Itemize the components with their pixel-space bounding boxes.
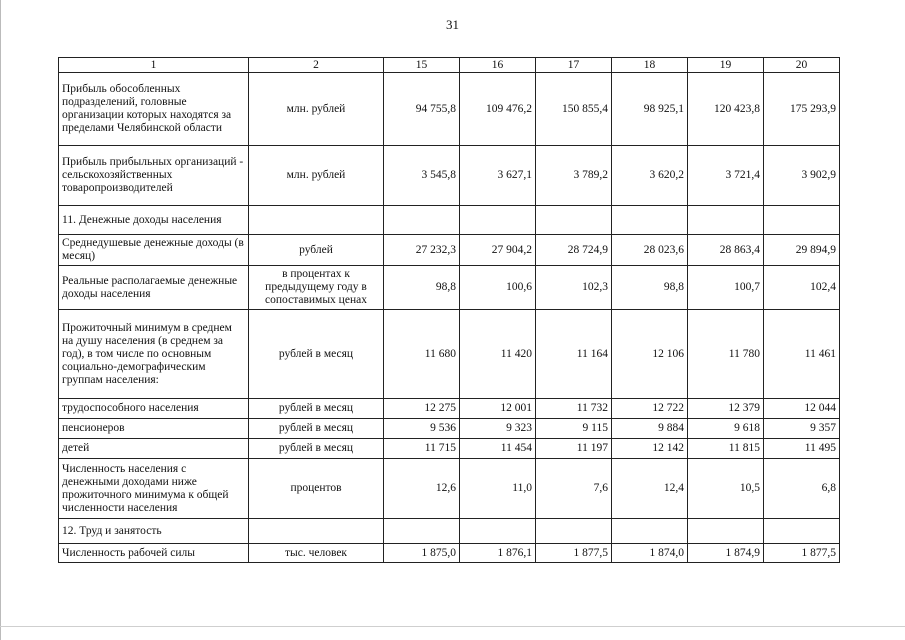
row-value: 102,4 bbox=[764, 266, 840, 310]
row-label: Численность рабочей силы bbox=[59, 544, 249, 563]
page-bottom-edge bbox=[0, 626, 905, 627]
row-unit: процентов bbox=[249, 459, 384, 519]
row-unit: рублей в месяц bbox=[249, 399, 384, 419]
table-row bbox=[59, 439, 840, 459]
header-cell: 15 bbox=[384, 58, 460, 73]
row-value bbox=[536, 519, 612, 544]
row-value bbox=[612, 519, 688, 544]
row-value: 98,8 bbox=[384, 266, 460, 310]
row-value bbox=[460, 519, 536, 544]
row-value: 3 545,8 bbox=[384, 146, 460, 206]
row-value: 1 876,1 bbox=[460, 544, 536, 563]
row-value: 9 618 bbox=[688, 419, 764, 439]
row-label: Прожиточный минимум в среднем на душу населения (в среднем за год), в том числе по основным социально-демографическим группам населения: bbox=[59, 310, 249, 399]
row-label: Реальные располагаемые денежные доходы населения bbox=[59, 266, 249, 310]
row-value: 3 620,2 bbox=[612, 146, 688, 206]
row-value: 12,6 bbox=[384, 459, 460, 519]
row-value: 9 323 bbox=[460, 419, 536, 439]
row-label: Прибыль обособленных подразделений, головные организации которых находятся за пределами Челябинской области bbox=[59, 73, 249, 146]
row-value bbox=[764, 519, 840, 544]
header-cell: 19 bbox=[688, 58, 764, 73]
row-value: 11 680 bbox=[384, 310, 460, 399]
row-unit: рублей в месяц bbox=[249, 439, 384, 459]
table-row bbox=[59, 266, 840, 310]
table-row bbox=[59, 419, 840, 439]
row-value: 98 925,1 bbox=[612, 73, 688, 146]
row-value: 102,3 bbox=[536, 266, 612, 310]
row-value: 1 877,5 bbox=[536, 544, 612, 563]
header-cell: 1 bbox=[59, 58, 249, 73]
row-value: 11 732 bbox=[536, 399, 612, 419]
row-label: Среднедушевые денежные доходы (в месяц) bbox=[59, 235, 249, 266]
row-label: трудоспособного населения bbox=[59, 399, 249, 419]
row-value: 12 106 bbox=[612, 310, 688, 399]
row-unit bbox=[249, 519, 384, 544]
section-row bbox=[59, 206, 840, 235]
row-value: 109 476,2 bbox=[460, 73, 536, 146]
row-value: 28 023,6 bbox=[612, 235, 688, 266]
row-value bbox=[612, 206, 688, 235]
row-value: 12 722 bbox=[612, 399, 688, 419]
table-row bbox=[59, 310, 840, 399]
row-value: 1 875,0 bbox=[384, 544, 460, 563]
row-value: 3 789,2 bbox=[536, 146, 612, 206]
row-value bbox=[688, 519, 764, 544]
report-table bbox=[58, 57, 840, 563]
row-value: 1 874,0 bbox=[612, 544, 688, 563]
row-value: 9 884 bbox=[612, 419, 688, 439]
row-value: 11 815 bbox=[688, 439, 764, 459]
row-unit: млн. рублей bbox=[249, 146, 384, 206]
section-title: 12. Труд и занятость bbox=[59, 519, 249, 544]
table-row bbox=[59, 235, 840, 266]
row-value: 27 904,2 bbox=[460, 235, 536, 266]
header-cell: 16 bbox=[460, 58, 536, 73]
row-value: 120 423,8 bbox=[688, 73, 764, 146]
row-value: 29 894,9 bbox=[764, 235, 840, 266]
page-number: 31 bbox=[446, 17, 459, 32]
row-value: 9 115 bbox=[536, 419, 612, 439]
table-row bbox=[59, 544, 840, 563]
row-value: 11 461 bbox=[764, 310, 840, 399]
row-value: 27 232,3 bbox=[384, 235, 460, 266]
row-label: Прибыль прибыльных организаций - сельскохозяйственных товаропроизводителей bbox=[59, 146, 249, 206]
row-value: 11 420 bbox=[460, 310, 536, 399]
row-value: 3 721,4 bbox=[688, 146, 764, 206]
row-value: 9 357 bbox=[764, 419, 840, 439]
row-value bbox=[688, 206, 764, 235]
row-value bbox=[384, 206, 460, 235]
row-value: 12 044 bbox=[764, 399, 840, 419]
row-unit bbox=[249, 206, 384, 235]
row-value: 28 724,9 bbox=[536, 235, 612, 266]
header-cell: 2 bbox=[249, 58, 384, 73]
row-value: 11,0 bbox=[460, 459, 536, 519]
row-value: 28 863,4 bbox=[688, 235, 764, 266]
row-value: 11 197 bbox=[536, 439, 612, 459]
row-value: 9 536 bbox=[384, 419, 460, 439]
table-row bbox=[59, 73, 840, 146]
row-value bbox=[384, 519, 460, 544]
section-title: 11. Денежные доходы населения bbox=[59, 206, 249, 235]
row-value: 11 454 bbox=[460, 439, 536, 459]
row-value: 175 293,9 bbox=[764, 73, 840, 146]
row-value bbox=[460, 206, 536, 235]
row-value bbox=[764, 206, 840, 235]
row-value: 11 780 bbox=[688, 310, 764, 399]
row-value: 100,6 bbox=[460, 266, 536, 310]
row-value: 10,5 bbox=[688, 459, 764, 519]
table-row bbox=[59, 146, 840, 206]
header-cell: 20 bbox=[764, 58, 840, 73]
row-value: 98,8 bbox=[612, 266, 688, 310]
row-value: 11 495 bbox=[764, 439, 840, 459]
row-label: детей bbox=[59, 439, 249, 459]
row-value: 12,4 bbox=[612, 459, 688, 519]
row-value: 11 715 bbox=[384, 439, 460, 459]
page-left-edge bbox=[0, 0, 1, 640]
row-label: Численность населения с денежными доходами ниже прожиточного минимума к общей численности населения bbox=[59, 459, 249, 519]
header-row bbox=[59, 58, 840, 73]
table-row bbox=[59, 399, 840, 419]
row-value: 1 874,9 bbox=[688, 544, 764, 563]
row-value: 12 001 bbox=[460, 399, 536, 419]
row-unit: рублей bbox=[249, 235, 384, 266]
table-row bbox=[59, 459, 840, 519]
row-unit: в процентах к предыдущему году в сопоставимых ценах bbox=[249, 266, 384, 310]
row-value: 3 902,9 bbox=[764, 146, 840, 206]
row-unit: рублей в месяц bbox=[249, 419, 384, 439]
row-value: 100,7 bbox=[688, 266, 764, 310]
header-cell: 17 bbox=[536, 58, 612, 73]
row-value: 12 275 bbox=[384, 399, 460, 419]
row-value: 150 855,4 bbox=[536, 73, 612, 146]
row-value: 12 142 bbox=[612, 439, 688, 459]
row-value: 3 627,1 bbox=[460, 146, 536, 206]
row-value bbox=[536, 206, 612, 235]
row-unit: млн. рублей bbox=[249, 73, 384, 146]
section-row bbox=[59, 519, 840, 544]
row-value: 7,6 bbox=[536, 459, 612, 519]
row-value: 94 755,8 bbox=[384, 73, 460, 146]
row-label: пенсионеров bbox=[59, 419, 249, 439]
row-value: 6,8 bbox=[764, 459, 840, 519]
row-value: 1 877,5 bbox=[764, 544, 840, 563]
row-value: 12 379 bbox=[688, 399, 764, 419]
row-unit: тыс. человек bbox=[249, 544, 384, 563]
row-unit: рублей в месяц bbox=[249, 310, 384, 399]
header-cell: 18 bbox=[612, 58, 688, 73]
row-value: 11 164 bbox=[536, 310, 612, 399]
